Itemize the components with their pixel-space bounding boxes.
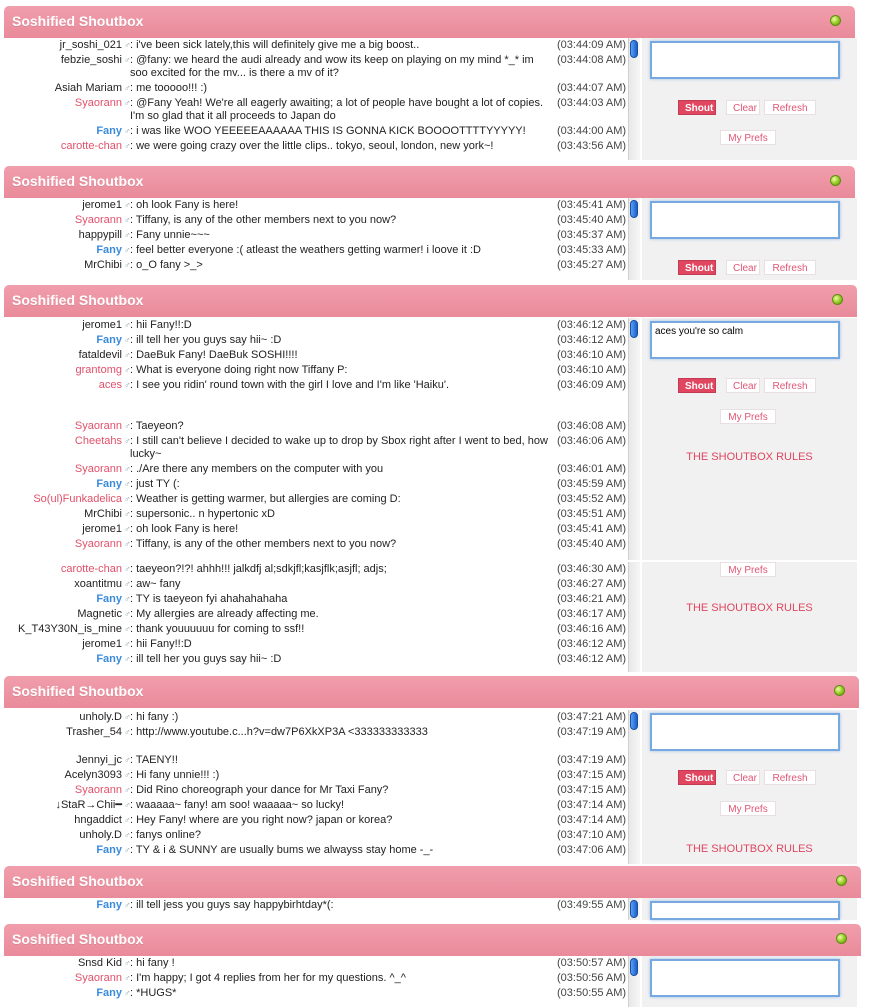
timestamp: (03:49:55 AM) [557,899,627,911]
my-prefs-button[interactable]: My Prefs [720,130,776,145]
username-link[interactable]: jerome1 [82,319,122,331]
message-row [0,492,628,507]
timestamp: (03:50:57 AM) [557,957,627,969]
message-row [0,592,628,607]
message-text: : fanys online? [130,829,201,841]
shoutbox-title: Soshified Shoutbox [12,931,144,947]
username-link[interactable]: xoantitmu [74,578,122,590]
scrollbar[interactable] [628,318,640,560]
timestamp: (03:45:41 AM) [557,523,627,535]
refresh-button[interactable]: Refresh [764,100,816,115]
gender-male-icon: ♂ [124,200,131,210]
timestamp: (03:45:59 AM) [557,478,627,490]
message-row [0,348,628,363]
shoutbox-header [4,924,861,956]
status-online-icon [836,933,847,944]
scrollbar[interactable] [628,956,640,1007]
username-link[interactable]: Fany [96,125,122,137]
gender-male-icon: ♂ [124,900,131,910]
message-text: : hii Fany!!:D [130,638,192,650]
shout-panel [642,38,857,160]
message-row [0,652,628,667]
message-row [0,53,628,81]
message-text: : aw~ fany [130,578,181,590]
shoutbox-title: Soshified Shoutbox [12,173,144,189]
message-text: : @Fany Yeah! We're all eagerly awaiting; a lot of people have bought a lot of copies. I'm so glad that it all proceeds to Japan do [130,97,543,122]
shout-input[interactable] [650,201,840,239]
timestamp: (03:50:55 AM) [557,987,627,999]
username-link[interactable]: happypill [78,229,122,241]
timestamp: (03:43:56 AM) [557,140,627,152]
message-text: : feel better everyone :( atleast the weathers getting warmer! i loove it :D [130,244,481,256]
shoutbox-header [4,6,855,38]
shout-button[interactable]: Shout [678,770,716,785]
shout-button[interactable]: Shout [678,260,716,275]
message-text: : waaaaa~ fany! am soo! waaaaa~ so lucky! [130,799,345,811]
timestamp: (03:46:12 AM) [557,319,627,331]
timestamp: (03:44:00 AM) [557,125,627,137]
username-link[interactable]: carotte-chan [60,563,122,575]
message-text: : hi fany :) [130,711,179,723]
timestamp: (03:47:15 AM) [557,769,627,781]
scrollbar-thumb[interactable] [630,900,638,918]
gender-male-icon: ♂ [124,98,131,108]
gender-male-icon: ♂ [124,350,131,360]
refresh-button[interactable]: Refresh [764,260,816,275]
message-list [0,38,628,160]
timestamp: (03:46:12 AM) [557,638,627,650]
shout-button[interactable]: Shout [678,100,716,115]
shoutbox-header [4,166,855,198]
message-text: : My allergies are already affecting me. [130,608,319,620]
username-link[interactable]: jerome1 [82,523,122,535]
gender-male-icon: ♂ [124,380,131,390]
message-row [0,333,628,348]
my-prefs-button[interactable]: My Prefs [720,562,776,577]
message-text: : What is everyone doing right now Tiffany P: [130,364,348,376]
message-row [0,783,628,798]
scrollbar-thumb[interactable] [630,200,638,218]
shout-panel [642,198,857,280]
shout-input[interactable] [650,41,840,79]
timestamp: (03:46:21 AM) [557,593,627,605]
message-row [0,378,628,419]
shoutbox-rules-link[interactable]: THE SHOUTBOX RULES [686,843,813,855]
message-row [0,607,628,622]
message-text: : Taeyeon? [130,420,184,432]
timestamp: (03:50:56 AM) [557,972,627,984]
username-link[interactable]: Fany [96,899,122,911]
my-prefs-button[interactable]: My Prefs [720,801,776,816]
message-text: : @fany: we heard the audi already and wow its keep on playing on my mind *_* im soo excited for the mv... is there a mv of it? [130,54,534,79]
message-row [0,243,628,258]
gender-male-icon: ♂ [124,230,131,240]
message-text: : ./Are there any members on the computer with you [130,463,384,475]
gender-male-icon: ♂ [124,320,131,330]
gender-male-icon: ♂ [124,594,131,604]
gender-male-icon: ♂ [124,815,131,825]
message-row [0,986,628,1001]
shout-button[interactable]: Shout [678,378,716,393]
message-row [0,637,628,652]
username-link[interactable]: Fany [96,244,122,256]
message-row [0,363,628,378]
username-link[interactable]: Snsd Kid [77,957,122,969]
shoutbox-header [4,285,857,317]
gender-male-icon: ♂ [124,800,131,810]
message-row [0,258,628,273]
username-link[interactable]: Syaorann [74,97,122,109]
gender-male-icon: ♂ [124,755,131,765]
username-link[interactable]: unholy.D [79,829,122,841]
message-text: : Did Rino choreograph your dance for Mr Taxi Fany? [130,784,389,796]
gender-male-icon: ♂ [124,785,131,795]
username-link[interactable]: Magnetic [77,608,122,620]
gender-male-icon: ♂ [124,639,131,649]
gender-male-icon: ♂ [124,770,131,780]
shout-panel [642,318,857,560]
scrollbar-thumb[interactable] [630,40,638,58]
gender-male-icon: ♂ [124,958,131,968]
timestamp: (03:44:07 AM) [557,82,627,94]
shoutbox-rules-link[interactable]: THE SHOUTBOX RULES [686,602,813,614]
status-online-icon [830,15,841,26]
message-text: : *HUGS* [130,987,177,999]
timestamp: (03:47:15 AM) [557,784,627,796]
gender-male-icon: ♂ [124,654,131,664]
timestamp: (03:46:12 AM) [557,334,627,346]
timestamp: (03:46:09 AM) [557,379,627,391]
message-text: : Hey Fany! where are you right now? japan or korea? [130,814,393,826]
shoutbox-title: Soshified Shoutbox [12,13,144,29]
scrollbar[interactable] [628,38,640,160]
message-list [0,898,628,920]
gender-male-icon: ♂ [124,365,131,375]
timestamp: (03:47:19 AM) [557,726,627,738]
username-link[interactable]: Fany [96,987,122,999]
refresh-button[interactable]: Refresh [764,378,816,393]
username-link[interactable]: unholy.D [79,711,122,723]
gender-male-icon: ♂ [124,260,131,270]
message-row [0,843,628,858]
username-link[interactable]: K_T43Y30N_is_mine [18,623,122,635]
gender-male-icon: ♂ [124,40,131,50]
message-text: : TY is taeyeon fyi ahahahahaha [130,593,288,605]
username-link[interactable]: carotte-chan [60,140,122,152]
message-row [0,434,628,462]
message-list [0,198,628,280]
gender-male-icon: ♂ [124,464,131,474]
gender-male-icon: ♂ [124,609,131,619]
message-row [0,507,628,522]
timestamp: (03:45:27 AM) [557,259,627,271]
timestamp: (03:44:03 AM) [557,97,627,109]
gender-male-icon: ♂ [124,712,131,722]
message-text: : TY & i & SUNNY are usually bums we alwayss stay home -_- [130,844,434,856]
message-row [0,213,628,228]
message-list [0,318,628,560]
timestamp: (03:46:16 AM) [557,623,627,635]
clear-button[interactable]: Clear [726,260,760,275]
username-link[interactable]: Syaorann [74,463,122,475]
gender-male-icon: ♂ [124,988,131,998]
timestamp: (03:46:10 AM) [557,364,627,376]
scrollbar[interactable] [628,710,640,864]
timestamp: (03:47:06 AM) [557,844,627,856]
scrollbar[interactable] [628,562,640,672]
timestamp: (03:45:52 AM) [557,493,627,505]
timestamp: (03:45:40 AM) [557,538,627,550]
username-link[interactable]: fataldevil [78,349,122,361]
shout-input[interactable]: aces you're so calm [650,321,840,359]
status-online-icon [830,175,841,186]
message-text: : oh look Fany is here! [130,199,239,211]
timestamp: (03:46:08 AM) [557,420,627,432]
timestamp: (03:47:14 AM) [557,814,627,826]
username-link[interactable]: Syaorann [74,214,122,226]
message-text: : Tiffany, is any of the other members next to you now? [130,538,397,550]
message-row [0,139,628,154]
username-link[interactable]: aces [98,379,122,391]
message-row [0,956,628,971]
message-text: : ill tell her you guys say hii~ :D [130,653,282,665]
timestamp: (03:45:33 AM) [557,244,627,256]
message-row [0,38,628,53]
message-text: : hi fany ! [130,957,175,969]
shout-panel [642,956,857,1007]
shoutbox-title: Soshified Shoutbox [12,873,144,889]
scrollbar-thumb[interactable] [630,958,638,976]
gender-male-icon: ♂ [124,479,131,489]
message-row [0,710,628,725]
shoutbox-title: Soshified Shoutbox [12,292,144,308]
gender-male-icon: ♂ [124,335,131,345]
scrollbar-thumb[interactable] [630,712,638,730]
message-row [0,813,628,828]
message-row [0,522,628,537]
message-row [0,96,628,124]
message-text: : Weather is getting warmer, but allergies are coming D: [130,493,401,505]
timestamp: (03:45:40 AM) [557,214,627,226]
message-row [0,537,628,552]
shout-panel [642,710,857,864]
gender-male-icon: ♂ [124,539,131,549]
gender-male-icon: ♂ [124,126,131,136]
message-text: : I still can't believe I decided to wake up to drop by Sbox right after I went to bed, how lucky~ [130,435,548,460]
gender-male-icon: ♂ [124,421,131,431]
message-text: : Hi fany unnie!!! :) [130,769,220,781]
clear-button[interactable]: Clear [726,378,760,393]
message-row [0,477,628,492]
message-row [0,753,628,768]
message-row [0,828,628,843]
gender-male-icon: ♂ [124,564,131,574]
message-text: : http://www.youtube.c...h?v=dw7P6XkXP3A <333333333333 [130,726,428,738]
username-link[interactable]: Syaorann [74,972,122,984]
timestamp: (03:46:27 AM) [557,578,627,590]
username-link[interactable]: Fany [96,653,122,665]
username-link[interactable]: grantomg [75,364,122,376]
message-row [0,577,628,592]
my-prefs-button[interactable]: My Prefs [720,409,776,424]
message-row [0,81,628,96]
gender-male-icon: ♂ [124,524,131,534]
timestamp: (03:47:19 AM) [557,754,627,766]
username-link[interactable]: Asiah Mariam [54,82,122,94]
timestamp: (03:45:41 AM) [557,199,627,211]
message-text: : supersonic.. n hypertonic xD [130,508,275,520]
username-link[interactable]: Cheetahs [74,435,122,447]
message-text: : I see you ridin' round town with the girl I love and I'm like 'Haiku'. [130,379,449,391]
username-link[interactable]: febzie_soshi [60,54,122,66]
status-online-icon [834,685,845,696]
shoutbox-header [4,866,861,898]
status-online-icon [836,875,847,886]
message-text: : ill tell jess you guys say happybirhtday*(: [130,899,334,911]
username-link[interactable]: jerome1 [82,638,122,650]
username-link[interactable]: MrChibi [84,259,122,271]
username-link[interactable]: Fany [96,334,122,346]
scrollbar[interactable] [628,898,640,920]
gender-male-icon: ♂ [124,55,131,65]
gender-male-icon: ♂ [124,727,131,737]
shout-panel [642,898,857,920]
message-row [0,228,628,243]
scrollbar[interactable] [628,198,640,280]
message-row [0,462,628,477]
message-row [0,725,628,753]
timestamp: (03:47:21 AM) [557,711,627,723]
gender-male-icon: ♂ [124,83,131,93]
clear-button[interactable]: Clear [726,100,760,115]
username-link[interactable]: Fany [96,844,122,856]
shoutbox-title: Soshified Shoutbox [12,683,144,699]
username-link[interactable]: hngaddict [74,814,122,826]
timestamp: (03:46:06 AM) [557,435,627,447]
shoutbox-header [4,676,859,708]
message-text: : o_O fany >_> [130,259,203,271]
timestamp: (03:47:14 AM) [557,799,627,811]
message-text: : I'm happy; I got 4 replies from her for my questions. ^_^ [130,972,406,984]
shout-input[interactable] [650,959,840,997]
message-row [0,419,628,434]
username-link[interactable]: jr_soshi_021 [59,39,122,51]
gender-male-icon: ♂ [124,494,131,504]
gender-male-icon: ♂ [124,509,131,519]
gender-male-icon: ♂ [124,245,131,255]
gender-male-icon: ♂ [124,830,131,840]
message-row [0,562,628,577]
message-text: : Tiffany, is any of the other members next to you now? [130,214,397,226]
timestamp: (03:46:17 AM) [557,608,627,620]
message-text: : DaeBuk Fany! DaeBuk SOSHI!!!! [130,349,298,361]
username-link[interactable]: jerome1 [82,199,122,211]
message-list [0,956,628,1007]
gender-male-icon: ♂ [124,579,131,589]
message-row [0,622,628,637]
message-text: : taeyeon?!?! ahhh!!! jalkdfj al;sdkjfl;kasjflk;asjfl; adjs; [130,563,387,575]
message-text: : thank youuuuuu for coming to ssf!! [130,623,305,635]
message-row [0,198,628,213]
message-text: : i was like WOO YEEEEEAAAAAA THIS IS GONNA KICK BOOOOTTTTYYYYY! [130,125,526,137]
username-link[interactable]: Trasher_54 [66,726,122,738]
timestamp: (03:44:09 AM) [557,39,627,51]
message-text: : hii Fany!!:D [130,319,192,331]
timestamp: (03:45:37 AM) [557,229,627,241]
clear-button[interactable]: Clear [726,770,760,785]
username-link[interactable]: Syaorann [74,420,122,432]
username-link[interactable]: Acelyn3093 [64,769,122,781]
message-row [0,318,628,333]
message-list [0,710,628,864]
timestamp: (03:46:01 AM) [557,463,627,475]
shout-input[interactable] [650,901,840,920]
message-row [0,798,628,813]
username-link[interactable]: Jennyi_jc [76,754,122,766]
message-text: : ill tell her you guys say hii~ :D [130,334,282,346]
message-row [0,898,628,913]
status-online-icon [832,294,843,305]
username-link[interactable]: Syaorann [74,538,122,550]
message-list [0,562,628,672]
shout-input[interactable] [650,713,840,751]
timestamp: (03:46:12 AM) [557,653,627,665]
gender-male-icon: ♂ [124,436,131,446]
timestamp: (03:46:30 AM) [557,563,627,575]
username-link[interactable]: So(ul)Funkadelica [33,493,122,505]
message-text: : me tooooo!!! :) [130,82,208,94]
message-text: : i've been sick lately,this will definitely give me a big boost.. [130,39,420,51]
message-text: : we were going crazy over the little clips.. tokyo, seoul, london, new york~! [130,140,494,152]
refresh-button[interactable]: Refresh [764,770,816,785]
username-link[interactable]: Fany [96,478,122,490]
gender-male-icon: ♂ [124,845,131,855]
message-row [0,124,628,139]
message-text: : just TY (: [130,478,180,490]
message-row [0,971,628,986]
message-row [0,768,628,783]
gender-male-icon: ♂ [124,973,131,983]
gender-male-icon: ♂ [124,141,131,151]
shout-panel [642,562,857,672]
timestamp: (03:46:10 AM) [557,349,627,361]
timestamp: (03:45:51 AM) [557,508,627,520]
scrollbar-thumb[interactable] [630,320,638,338]
username-link[interactable]: MrChibi [84,508,122,520]
shoutbox-rules-link[interactable]: THE SHOUTBOX RULES [686,451,813,463]
timestamp: (03:47:10 AM) [557,829,627,841]
message-text: : oh look Fany is here! [130,523,239,535]
gender-male-icon: ♂ [124,624,131,634]
message-text: : Fany unnie~~~ [130,229,210,241]
username-link[interactable]: ↓StaR→Chii━ [55,799,122,811]
username-link[interactable]: Syaorann [74,784,122,796]
message-text: : TAENY!! [130,754,178,766]
gender-male-icon: ♂ [124,215,131,225]
username-link[interactable]: Fany [96,593,122,605]
timestamp: (03:44:08 AM) [557,54,627,66]
